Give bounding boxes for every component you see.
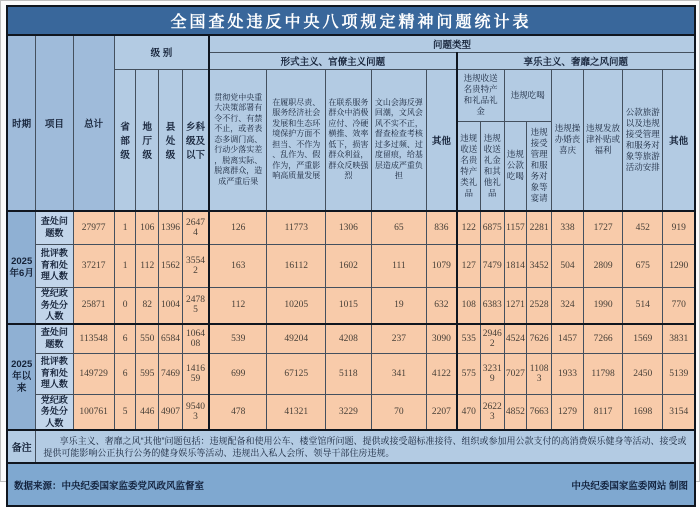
value-cell: 1814 — [504, 244, 527, 287]
value-cell: 6875 — [480, 211, 504, 244]
value-cell: 4122 — [427, 353, 457, 394]
value-cell: 37217 — [73, 244, 114, 287]
value-cell: 595 — [136, 353, 159, 394]
col-header-formalism-duties: 在履职尽责、服务经济社会发展和生态环境保护方面不担当、不作为、乱作为、假作为，严重影响高质量发展 — [267, 69, 326, 211]
value-cell: 7479 — [480, 244, 504, 287]
col-header-level-township: 乡科级及以下 — [182, 69, 209, 211]
value-cell: 7663 — [527, 394, 552, 430]
col-header-gift-money: 违规收送礼金和其他礼品 — [480, 121, 504, 211]
value-cell: 70 — [371, 394, 427, 430]
value-cell: 163 — [209, 244, 267, 287]
value-cell: 539 — [209, 324, 267, 353]
table-row — [7, 244, 695, 287]
item-cell: 批评教育和处理人数 — [36, 244, 73, 287]
value-cell: 11083 — [527, 353, 552, 394]
value-cell: 1 — [114, 244, 136, 287]
page-title: 全国查处违反中央八项规定精神问题统计表 — [7, 6, 695, 35]
value-cell: 8117 — [583, 394, 622, 430]
value-cell: 2207 — [427, 394, 457, 430]
value-cell: 3154 — [663, 394, 695, 430]
value-cell: 1004 — [159, 287, 183, 324]
value-cell: 1602 — [326, 244, 371, 287]
footer-content — [8, 478, 694, 492]
value-cell: 7626 — [527, 324, 552, 353]
period-cell: 2025年6月 — [7, 211, 36, 324]
value-cell: 67125 — [267, 353, 326, 394]
col-header-allowances: 违规发放津补贴或福利 — [583, 69, 622, 211]
item-cell: 党纪政务处分人数 — [36, 394, 73, 430]
note-label: 备注 — [7, 430, 36, 463]
value-cell: 3831 — [663, 324, 695, 353]
table-notes — [7, 430, 695, 506]
col-header-period: 时期 — [7, 35, 36, 211]
value-cell: 29462 — [480, 324, 504, 353]
col-header-formalism-meetings: 文山会海反弹回潮，文风会风不实不正，督查检查考核过多过频、过度留痕，给基层造成严重负担 — [371, 69, 427, 211]
value-cell: 108 — [457, 287, 481, 324]
value-cell: 919 — [663, 211, 695, 244]
value-cell: 127 — [457, 244, 481, 287]
value-cell: 2281 — [527, 211, 552, 244]
value-cell: 112 — [209, 287, 267, 324]
statistics-table — [6, 5, 696, 507]
value-cell: 699 — [209, 353, 267, 394]
note-text — [36, 430, 695, 463]
value-cell: 6 — [114, 324, 136, 353]
value-cell: 49204 — [267, 324, 326, 353]
value-cell: 19 — [371, 287, 427, 324]
col-header-banquets: 违规接受管理和服务对象等宴请 — [527, 121, 552, 211]
value-cell: 575 — [457, 353, 481, 394]
value-cell: 632 — [427, 287, 457, 324]
value-cell: 1306 — [326, 211, 371, 244]
item-cell: 党纪政务处分人数 — [36, 287, 73, 324]
value-cell: 126 — [209, 211, 267, 244]
value-cell: 504 — [552, 244, 584, 287]
value-cell: 1157 — [504, 211, 527, 244]
value-cell: 1396 — [159, 211, 183, 244]
value-cell: 6383 — [480, 287, 504, 324]
footer-bar — [7, 463, 695, 506]
period-cell: 2025年以来 — [7, 324, 36, 430]
table-row — [7, 211, 695, 244]
value-cell: 1015 — [326, 287, 371, 324]
col-header-level-county: 县处级 — [159, 69, 183, 211]
title-row — [7, 6, 695, 35]
value-cell: 338 — [552, 211, 584, 244]
table-row — [7, 353, 695, 394]
value-cell: 1279 — [552, 394, 584, 430]
value-cell: 111 — [371, 244, 427, 287]
value-cell: 1727 — [583, 211, 622, 244]
col-group-formalism: 形式主义、官僚主义问题 — [209, 52, 457, 69]
col-group-gifts: 违规收送名贵特产和礼品礼金 — [457, 69, 504, 121]
value-cell: 1457 — [552, 324, 584, 353]
col-header-formalism-masses: 在联系服务群众中消极应付、冷硬横推、效率低下，损害群众利益，群众反映强烈 — [326, 69, 371, 211]
value-cell: 95403 — [182, 394, 209, 430]
value-cell: 446 — [136, 394, 159, 430]
data-source-text: 数据来源：中央纪委国家监委党风政风监督室 — [14, 480, 205, 492]
col-header-specialty-gifts: 违规收送名贵特产类礼品 — [457, 121, 481, 211]
table-body — [7, 211, 695, 430]
value-cell: 2528 — [527, 287, 552, 324]
value-cell: 6584 — [159, 324, 183, 353]
table-row — [7, 394, 695, 430]
value-cell: 149729 — [73, 353, 114, 394]
col-header-hedonism-other: 其他 — [663, 69, 695, 211]
value-cell: 32319 — [480, 353, 504, 394]
value-cell: 16112 — [267, 244, 326, 287]
value-cell: 6 — [114, 353, 136, 394]
footer-row — [7, 463, 695, 506]
value-cell: 10205 — [267, 287, 326, 324]
value-cell: 65 — [371, 211, 427, 244]
value-cell: 1079 — [427, 244, 457, 287]
item-cell: 查处问题数 — [36, 324, 73, 353]
value-cell: 470 — [457, 394, 481, 430]
value-cell: 4208 — [326, 324, 371, 353]
value-cell: 324 — [552, 287, 584, 324]
col-group-hedonism: 享乐主义、奢靡之风问题 — [457, 52, 695, 69]
value-cell: 2809 — [583, 244, 622, 287]
col-header-level-provincial: 省部级 — [114, 69, 136, 211]
col-header-level-prefecture: 地厅级 — [136, 69, 159, 211]
col-group-problem-type: 问题类型 — [209, 35, 695, 52]
value-cell: 41321 — [267, 394, 326, 430]
col-header-formalism-other: 其他 — [427, 69, 457, 211]
header-row-groups — [7, 35, 695, 52]
value-cell: 535 — [457, 324, 481, 353]
value-cell: 237 — [371, 324, 427, 353]
value-cell: 550 — [136, 324, 159, 353]
value-cell: 0 — [114, 287, 136, 324]
col-header-weddings-funerals: 违规操办婚丧喜庆 — [552, 69, 584, 211]
value-cell: 4524 — [504, 324, 527, 353]
value-cell: 3229 — [326, 394, 371, 430]
value-cell: 106408 — [182, 324, 209, 353]
value-cell: 1990 — [583, 287, 622, 324]
col-header-public-dining: 违规公款吃喝 — [504, 121, 527, 211]
value-cell: 478 — [209, 394, 267, 430]
value-cell: 106 — [136, 211, 159, 244]
item-cell: 批评教育和处理人数 — [36, 353, 73, 394]
note-row — [7, 430, 695, 463]
value-cell: 7027 — [504, 353, 527, 394]
value-cell: 770 — [663, 287, 695, 324]
value-cell: 24785 — [182, 287, 209, 324]
value-cell: 4852 — [504, 394, 527, 430]
value-cell: 11773 — [267, 211, 326, 244]
col-header-total: 总计 — [73, 35, 114, 211]
value-cell: 7266 — [583, 324, 622, 353]
value-cell: 5118 — [326, 353, 371, 394]
value-cell: 11798 — [583, 353, 622, 394]
value-cell: 2450 — [623, 353, 663, 394]
value-cell: 100761 — [73, 394, 114, 430]
value-cell: 1562 — [159, 244, 183, 287]
value-cell: 113548 — [73, 324, 114, 353]
value-cell: 141659 — [182, 353, 209, 394]
value-cell: 1 — [114, 211, 136, 244]
value-cell: 3090 — [427, 324, 457, 353]
col-header-public-travel: 公款旅游以及违规接受管理和服务对象等旅游活动安排 — [623, 69, 663, 211]
credit-text: 中央纪委国家监委网站 制图 — [571, 480, 688, 492]
value-cell: 4907 — [159, 394, 183, 430]
value-cell: 675 — [623, 244, 663, 287]
value-cell: 112 — [136, 244, 159, 287]
col-group-dining: 违规吃喝 — [504, 69, 551, 121]
value-cell: 341 — [371, 353, 427, 394]
value-cell: 122 — [457, 211, 481, 244]
table-row — [7, 324, 695, 353]
value-cell: 82 — [136, 287, 159, 324]
value-cell: 26223 — [480, 394, 504, 430]
value-cell: 836 — [427, 211, 457, 244]
value-cell: 1698 — [623, 394, 663, 430]
value-cell: 3452 — [527, 244, 552, 287]
value-cell: 452 — [623, 211, 663, 244]
col-header-item: 项目 — [36, 35, 73, 211]
table-header — [7, 6, 695, 211]
note-text-paragraph: 享乐主义、奢靡之风“其他”问题包括：违规配备和使用公车、楼堂馆所问题、提供或接受超标准接待、组织或参加用公款支付的高消费娱乐健身等活动、接受或提供可能影响公正执行公务的健身娱乐等活动、违规出入私人会所、领导干部住房违规。 — [43, 435, 687, 458]
value-cell: 35542 — [182, 244, 209, 287]
col-header-formalism-decisions: 贯彻党中央重大决策部署有令不行、有禁不止，或者表态多调门高、行动少落实差，脱离实际、脱离群众，造成严重后果 — [209, 69, 267, 211]
value-cell: 1933 — [552, 353, 584, 394]
table-row — [7, 287, 695, 324]
value-cell: 5 — [114, 394, 136, 430]
value-cell: 26474 — [182, 211, 209, 244]
value-cell: 27977 — [73, 211, 114, 244]
value-cell: 5139 — [663, 353, 695, 394]
item-cell: 查处问题数 — [36, 211, 73, 244]
value-cell: 7469 — [159, 353, 183, 394]
value-cell: 1290 — [663, 244, 695, 287]
value-cell: 25871 — [73, 287, 114, 324]
value-cell: 1271 — [504, 287, 527, 324]
value-cell: 1569 — [623, 324, 663, 353]
col-group-level: 级 别 — [114, 35, 209, 69]
value-cell: 514 — [623, 287, 663, 324]
